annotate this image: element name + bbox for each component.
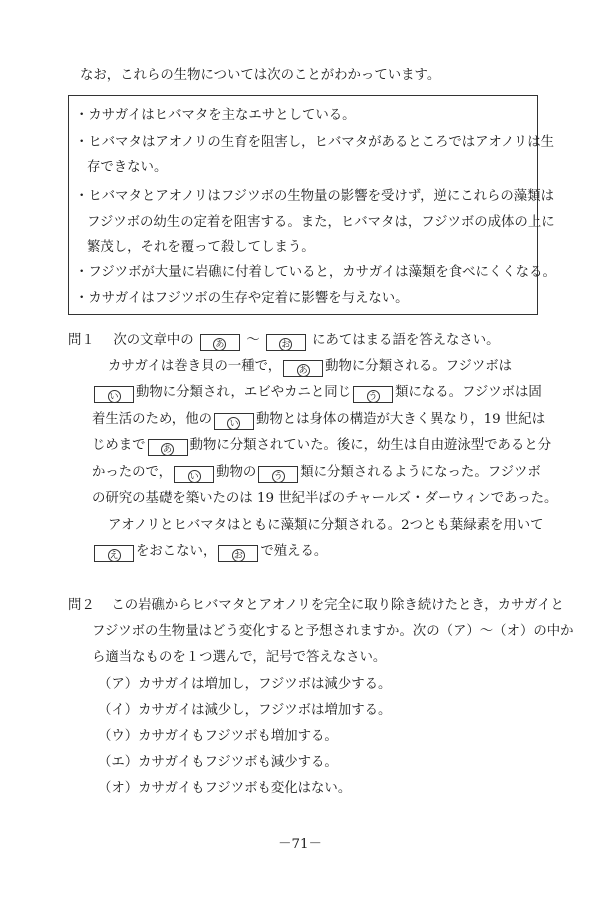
q1-line-1-text-a: カサガイは巻き貝の一種で，	[108, 359, 282, 374]
q1-line-3-text-a: 着生活のため，他の	[92, 412, 212, 427]
q1-line-2	[92, 383, 542, 403]
blank-i-label: い	[109, 392, 119, 402]
blank-u	[353, 386, 393, 403]
blank-i	[174, 466, 214, 483]
fact-2-line-1: ・ヒバマタはアオノリの生育を阻害し，ヒバマタがあるところではアオノリは生	[75, 135, 554, 150]
blank-o	[218, 545, 258, 562]
q1-line-7: アオノリとヒバマタはともに藻類に分類される。2つとも葉緑素を用いて	[108, 518, 544, 533]
q1-line-1	[108, 357, 512, 377]
fact-1: ・カサガイはヒバマタを主なエサとしている。	[75, 108, 356, 123]
q1-line-2-text-a: 動物に分類され，エビやカニと同じ	[136, 385, 352, 400]
question-2-line-1	[68, 596, 564, 616]
blank-u-label: う	[273, 472, 283, 482]
blank-a-label: あ	[215, 340, 225, 350]
fact-3-line-3: 繁茂し，それを覆って殺してしまう。	[87, 240, 315, 255]
fact-3-line-2: フジツボの幼生の定着を阻害する。また，ヒバマタは，フジツボの成体の上に	[87, 215, 555, 230]
fact-4: ・フジツボが大量に岩礁に付着していると，カサガイは藻類を食べにくくなる。	[75, 265, 556, 280]
blank-u	[258, 466, 298, 483]
blank-e-label: え	[109, 551, 119, 561]
q1-line-3	[92, 410, 545, 430]
option-e: （エ）カサガイもフジツボも減少する。	[98, 755, 338, 770]
fact-3-line-1: ・ヒバマタとアオノリはフジツボの生物量の影響を受けず，逆にこれらの藻類は	[75, 189, 554, 204]
q1-prompt-part-3: にあてはまる語を答えなさい。	[312, 333, 500, 348]
q2-line-3: ら適当なものを１つ選んで，記号で答えなさい。	[92, 650, 387, 665]
q1-prompt-tilde: 〜	[246, 333, 260, 348]
blank-i-label: い	[189, 472, 199, 482]
blank-a-label: あ	[298, 366, 308, 376]
q1-line-1-text-b: 動物に分類される。フジツボは	[325, 359, 513, 374]
blank-i-label: い	[229, 419, 239, 429]
q1-line-3-text-b: 動物とは身体の構造が大きく異なり，19 世紀は	[255, 412, 546, 427]
question-1-heading	[68, 331, 500, 351]
blank-a	[283, 360, 323, 377]
page-number: －71－	[278, 837, 322, 852]
q1-line-8	[92, 542, 327, 562]
q1-line-8-text-b: で殖える。	[260, 544, 328, 559]
blank-o-label: お	[281, 340, 291, 350]
q2-line-2: フジツボの生物量はどう変化すると予想されますか。次の（ア）〜（オ）の中か	[92, 624, 574, 639]
q1-line-4-text-b: 動物に分類されていた。後に，幼生は自由遊泳型であると分	[189, 438, 552, 453]
blank-a	[200, 334, 240, 351]
blank-o	[266, 334, 306, 351]
question-1-number: 問１	[68, 333, 95, 348]
blank-a	[148, 439, 188, 456]
intro-text: なお，これらの生物については次のことがわかっています。	[80, 68, 441, 83]
q1-line-8-text-a: をおこない，	[136, 544, 217, 559]
q1-line-5-text-b: 動物の	[216, 465, 257, 480]
q2-line-1-text: この岩礁からヒバマタとアオノリを完全に取り除き続けたとき，カサガイと	[111, 598, 564, 613]
option-a: （ア）カサガイは増加し，フジツボは減少する。	[98, 677, 392, 692]
q1-line-4-text-a: じめまで	[92, 438, 146, 453]
fact-5: ・カサガイはフジツボの生存や定着に影響を与えない。	[75, 291, 409, 306]
q1-line-5-text-a: かったので，	[92, 465, 173, 480]
blank-u-label: う	[368, 392, 378, 402]
q1-line-5-text-c: 類に分類されるようになった。フジツボ	[300, 465, 541, 480]
facts-box	[68, 95, 556, 315]
option-i: （イ）カサガイは減少し，フジツボは増加する。	[98, 703, 392, 718]
blank-e	[94, 545, 134, 562]
fact-2-line-2: 存できない。	[87, 160, 168, 175]
blank-a-label: あ	[163, 445, 173, 455]
q1-line-6: の研究の基礎を築いたのは 19 世紀半ばのチャールズ・ダーウィンであった。	[92, 491, 558, 506]
q1-line-5	[92, 463, 541, 483]
q1-line-4	[92, 436, 551, 456]
option-o: （オ）カサガイもフジツボも変化はない。	[98, 781, 352, 796]
blank-i	[94, 386, 134, 403]
blank-o-label: お	[233, 551, 243, 561]
option-u: （ウ）カサガイもフジツボも増加する。	[98, 729, 338, 744]
blank-i	[214, 413, 254, 430]
q1-prompt-part-1: 次の文章中の	[113, 333, 194, 348]
question-2-number: 問２	[68, 598, 95, 613]
q1-line-2-text-b: 類になる。フジツボは固	[395, 385, 542, 400]
